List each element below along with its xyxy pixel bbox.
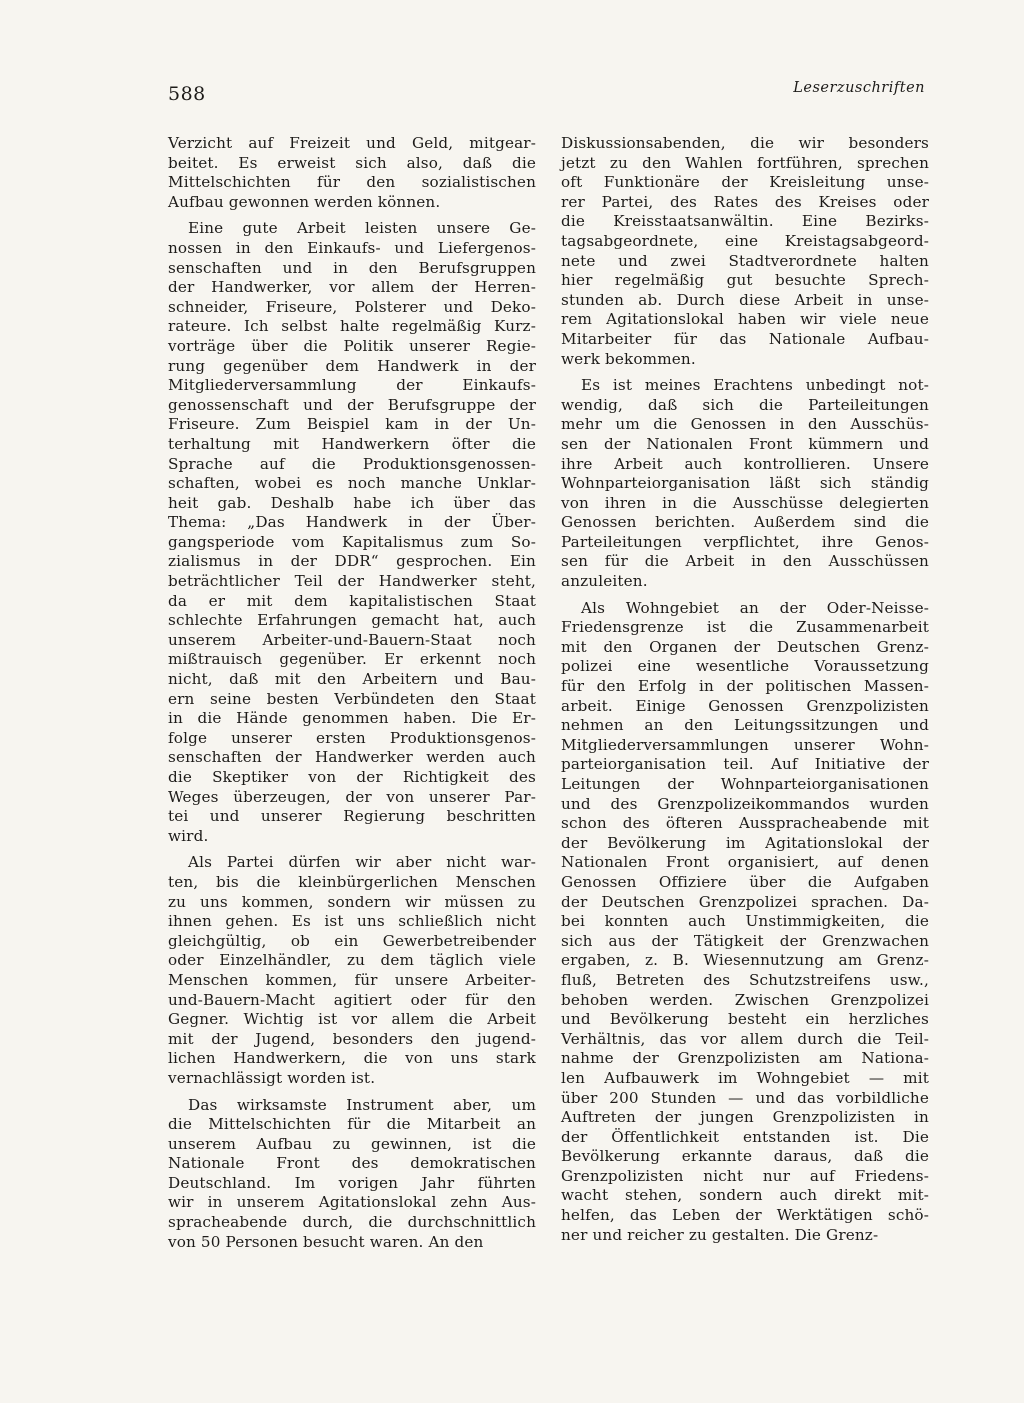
text-line: nossen in den Einkaufs- und Liefergenos- <box>168 238 536 257</box>
text-line: wird. <box>168 826 209 845</box>
text-line: nete und zwei Stadtverordnete halten <box>561 251 929 270</box>
text-line: zu uns kommen, sondern wir müssen zu <box>168 892 536 911</box>
text-line: werk bekommen. <box>561 349 696 368</box>
text-line: ern seine besten Verbündeten den Staat <box>168 689 536 708</box>
text-line: Mitgliederversammlung der Einkaufs- <box>168 376 536 395</box>
text-line: helfen, das Leben der Werktätigen schö- <box>561 1206 929 1225</box>
text-line: rem Agitationslokal haben wir viele neue <box>561 310 929 329</box>
text-line: tei und unserer Regierung beschritten <box>168 807 536 826</box>
text-line: Verhältnis, das vor allem durch die Teil- <box>561 1029 929 1048</box>
paragraph <box>168 219 536 846</box>
text-line: in die Hände genommen haben. Die Er- <box>168 709 536 728</box>
text-line: rer Partei, des Rates des Kreises oder <box>561 192 929 211</box>
text-line: Weges überzeugen, der von unserer Par- <box>168 787 536 806</box>
right-column <box>561 134 929 1245</box>
text-line: wendig, daß sich die Parteileitungen <box>561 395 929 414</box>
text-line: Es ist meines Erachtens unbedingt not- <box>581 376 929 395</box>
text-line: jetzt zu den Wahlen fortführen, sprechen <box>561 153 929 172</box>
text-line: Deutschland. Im vorigen Jahr führten <box>168 1173 536 1192</box>
text-line: beitet. Es erweist sich also, daß die <box>168 153 536 172</box>
text-line: Diskussionsabenden, die wir besonders <box>561 134 929 152</box>
text-line: heit gab. Deshalb habe ich über das <box>168 493 536 512</box>
text-line: Aufbau gewonnen werden können. <box>168 192 441 211</box>
text-line: behoben werden. Zwischen Grenzpolizei <box>561 990 929 1009</box>
text-line: da er mit dem kapitalistischen Staat <box>168 591 536 610</box>
text-line: Nationale Front des demokratischen <box>168 1154 536 1173</box>
text-line: Genossen Offiziere über die Aufgaben <box>561 872 929 891</box>
text-line: folge unserer ersten Produktionsgenos- <box>168 728 536 747</box>
text-line: schaften, wobei es noch manche Unklar- <box>168 474 536 493</box>
text-line: mit der Jugend, besonders den jugend- <box>168 1029 536 1048</box>
paragraph <box>168 134 536 212</box>
text-line: und des Grenzpolizeikommandos wurden <box>561 794 929 813</box>
text-line: len Aufbauwerk im Wohngebiet — mit <box>561 1068 929 1087</box>
running-head: Leserzuschriften <box>793 80 925 96</box>
text-line: oder Einzelhändler, zu dem täglich viele <box>168 951 536 970</box>
text-line: Das wirksamste Instrument aber, um <box>188 1095 536 1114</box>
text-line: ten, bis die kleinbürgerlichen Menschen <box>168 872 536 891</box>
text-line: Nationalen Front organisiert, auf denen <box>561 853 929 872</box>
text-line: vernachlässigt worden ist. <box>168 1068 376 1087</box>
text-line: mehr um die Genossen in den Ausschüs- <box>561 415 929 434</box>
text-line: wacht stehen, sondern auch direkt mit- <box>561 1186 929 1205</box>
text-line: die Kreisstaatsanwältin. Eine Bezirks- <box>561 212 929 231</box>
text-line: oft Funktionäre der Kreisleitung unse- <box>561 173 929 192</box>
text-line: nahme der Grenzpolizisten am Nationa- <box>561 1049 929 1068</box>
text-line: von 50 Personen besucht waren. An den <box>168 1232 484 1251</box>
text-line: sich aus der Tätigkeit der Grenzwachen <box>561 931 929 950</box>
paragraph <box>168 853 536 1088</box>
text-line: bei konnten auch Unstimmigkeiten, die <box>561 912 929 931</box>
text-line: terhaltung mit Handwerkern öfter die <box>168 434 536 453</box>
text-line: vorträge über die Politik unserer Regie- <box>168 336 536 355</box>
text-line: der Bevölkerung im Agitationslokal der <box>561 833 929 852</box>
text-line: schneider, Friseure, Polsterer und Deko- <box>168 297 536 316</box>
text-line: beträchtlicher Teil der Handwerker steht, <box>168 572 536 591</box>
text-line: schon des öfteren Ausspracheabende mit <box>561 814 929 833</box>
text-line: sen für die Arbeit in den Ausschüssen <box>561 552 929 571</box>
text-line: unserem Arbeiter-und-Bauern-Staat noch <box>168 630 536 649</box>
paragraph <box>561 134 929 369</box>
text-line: mit den Organen der Deutschen Grenz- <box>561 637 929 656</box>
text-line: Eine gute Arbeit leisten unsere Ge- <box>188 219 536 238</box>
paragraph <box>561 599 929 1246</box>
text-line: Parteileitungen verpflichtet, ihre Genos- <box>561 532 929 551</box>
text-line: von ihren in die Ausschüsse delegierten <box>561 493 929 512</box>
paragraph <box>561 376 929 592</box>
text-line: Als Wohngebiet an der Oder-Neisse- <box>581 598 929 617</box>
text-line: Grenzpolizisten nicht nur auf Friedens- <box>561 1166 929 1185</box>
text-line: stunden ab. Durch diese Arbeit in unse- <box>561 290 929 309</box>
text-line: die Skeptiker von der Richtigkeit des <box>168 768 536 786</box>
text-line: Wohnparteiorganisation läßt sich ständig <box>561 474 929 493</box>
text-line: nehmen an den Leitungssitzungen und <box>561 716 929 735</box>
text-line: Verzicht auf Freizeit und Geld, mitgear- <box>168 134 536 152</box>
text-line: spracheabende durch, die durchschnittlich <box>168 1213 536 1232</box>
text-line: Mitgliederversammlungen unserer Wohn- <box>561 735 929 754</box>
text-line: der Öffentlichkeit entstanden ist. Die <box>561 1127 929 1146</box>
text-line: senschaften und in den Berufsgruppen <box>168 258 536 277</box>
page-number: 588 <box>168 83 206 105</box>
text-line: senschaften der Handwerker werden auch <box>168 748 536 767</box>
text-line: mißtrauisch gegenüber. Er erkennt noch <box>168 650 536 669</box>
text-line: Gegner. Wichtig ist vor allem die Arbeit <box>168 1010 536 1029</box>
paragraph <box>168 1096 536 1253</box>
text-line: fluß, Betreten des Schutzstreifens usw., <box>561 970 929 989</box>
text-line: ihnen gehen. Es ist uns schließlich nicht <box>168 912 536 931</box>
text-line: für den Erfolg in der politischen Massen- <box>561 677 929 696</box>
text-line: ihre Arbeit auch kontrollieren. Unsere <box>561 454 929 473</box>
text-line: genossenschaft und der Berufsgruppe der <box>168 395 536 414</box>
text-line: Friseure. Zum Beispiel kam in der Un- <box>168 415 536 434</box>
text-line: und-Bauern-Macht agitiert oder für den <box>168 990 536 1009</box>
text-line: ner und reicher zu gestalten. Die Grenz- <box>561 1225 879 1244</box>
text-line: anzuleiten. <box>561 572 648 591</box>
text-line: ergaben, z. B. Wiesennutzung am Grenz- <box>561 951 929 970</box>
left-column <box>168 134 536 1252</box>
text-line: Genossen berichten. Außerdem sind die <box>561 513 929 532</box>
text-line: wir in unserem Agitationslokal zehn Aus- <box>168 1193 536 1212</box>
text-line: der Handwerker, vor allem der Herren- <box>168 278 536 297</box>
text-line: Menschen kommen, für unsere Arbeiter- <box>168 970 536 989</box>
text-line: Auftreten der jungen Grenzpolizisten in <box>561 1108 929 1127</box>
text-line: rateure. Ich selbst halte regelmäßig Kurz- <box>168 317 536 336</box>
text-line: rung gegenüber dem Handwerk in der <box>168 356 536 375</box>
text-line: tagsabgeordnete, eine Kreistagsabgeord- <box>561 231 929 250</box>
text-line: Bevölkerung erkannte daraus, daß die <box>561 1147 929 1166</box>
text-line: der Deutschen Grenzpolizei sprachen. Da- <box>561 892 929 911</box>
text-line: Mitarbeiter für das Nationale Aufbau- <box>561 329 929 348</box>
text-line: über 200 Stunden — und das vorbildliche <box>561 1088 929 1107</box>
text-line: Sprache auf die Produktionsgenossen- <box>168 454 536 473</box>
text-line: Leitungen der Wohnparteiorganisationen <box>561 775 929 793</box>
text-line: und Bevölkerung besteht ein herzliches <box>561 1010 929 1029</box>
text-line: Thema: „Das Handwerk in der Über- <box>168 513 536 532</box>
text-line: arbeit. Einige Genossen Grenzpolizisten <box>561 696 929 715</box>
text-line: Friedensgrenze ist die Zusammenarbeit <box>561 618 929 637</box>
text-line: polizei eine wesentliche Voraussetzung <box>561 657 929 676</box>
text-line: Als Partei dürfen wir aber nicht war- <box>188 853 536 872</box>
text-line: sen der Nationalen Front kümmern und <box>561 434 929 453</box>
text-line: lichen Handwerkern, die von uns stark <box>168 1049 536 1068</box>
text-line: hier regelmäßig gut besuchte Sprech- <box>561 271 929 290</box>
text-line: parteiorganisation teil. Auf Initiative der <box>561 755 929 774</box>
text-line: Mittelschichten für den sozialistischen <box>168 173 536 192</box>
text-line: unserem Aufbau zu gewinnen, ist die <box>168 1134 536 1153</box>
text-line: nicht, daß mit den Arbeitern und Bau- <box>168 670 536 689</box>
text-line: gangsperiode vom Kapitalismus zum So- <box>168 532 536 551</box>
text-line: schlechte Erfahrungen gemacht hat, auch <box>168 611 536 630</box>
text-line: gleichgültig, ob ein Gewerbetreibender <box>168 931 536 950</box>
text-line: die Mittelschichten für die Mitarbeit an <box>168 1115 536 1134</box>
text-line: zialismus in der DDR“ gesprochen. Ein <box>168 552 536 571</box>
